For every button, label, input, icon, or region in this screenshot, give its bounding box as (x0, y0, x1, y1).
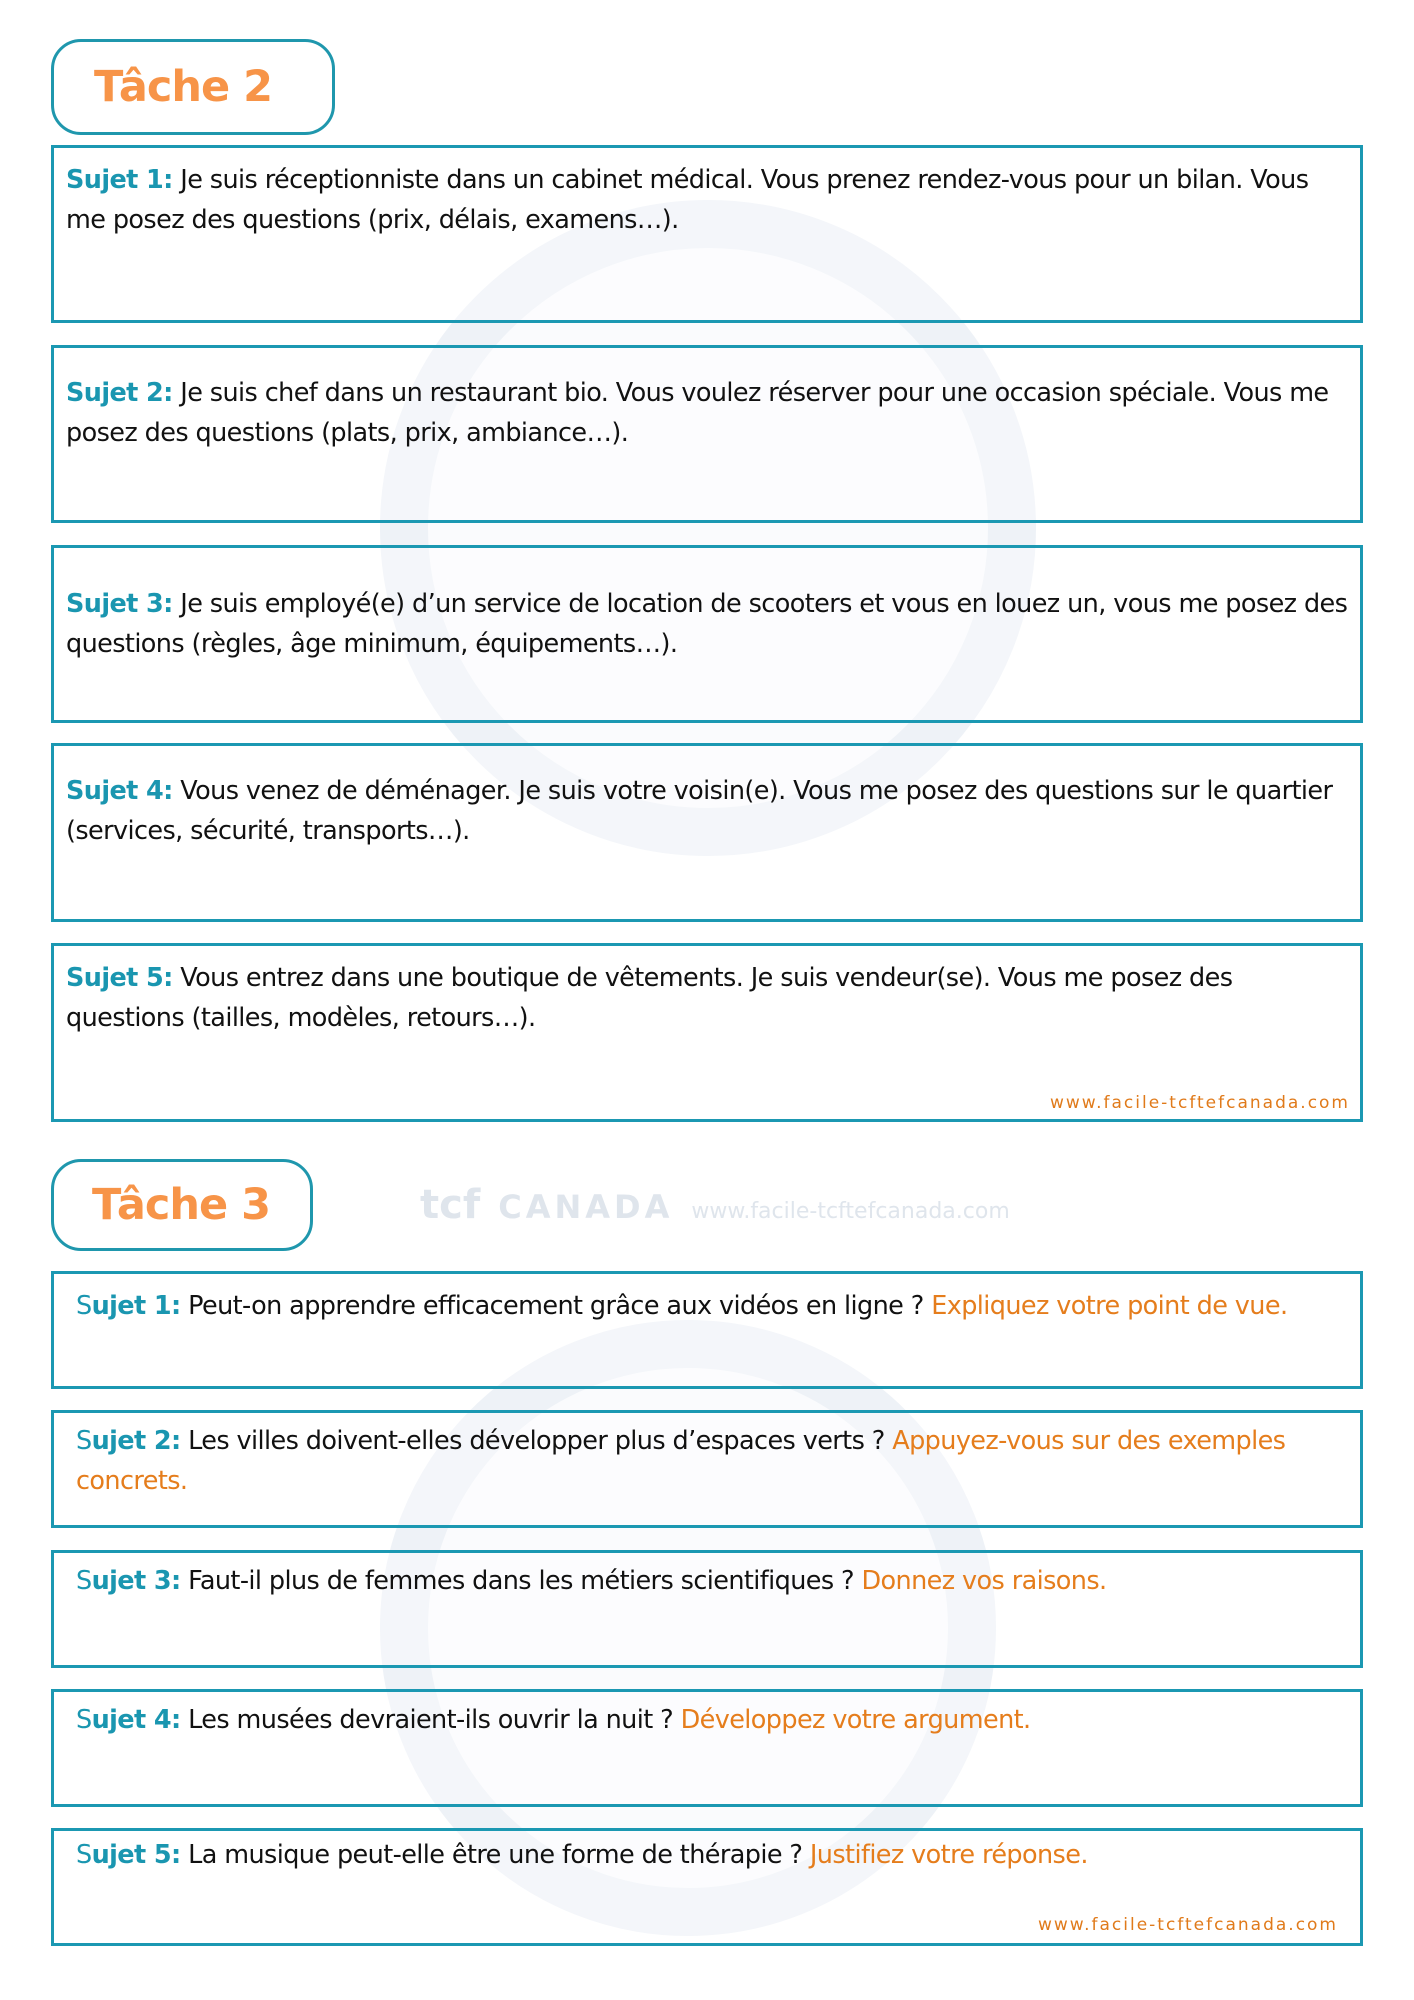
sujet-label: Sujet 1: (66, 165, 173, 195)
tache3-title: Tâche 3 (92, 1180, 271, 1230)
sujet-body: Je suis chef dans un restaurant bio. Vous voulez réserver pour une occasion spéciale. Vous me posez des questions (plats, prix, ambiance…). (66, 378, 1329, 448)
site-url-link[interactable]: www.facile-tcftefcanada.com (1049, 1093, 1350, 1113)
sujet-text (66, 584, 1348, 664)
tache2-title: Tâche 2 (94, 62, 273, 112)
sujet-label-initial: S (76, 1566, 92, 1596)
tache3-sujet-1 (51, 1271, 1363, 1389)
sujet-instruction: Expliquez votre point de vue. (931, 1291, 1288, 1321)
tache3-sujet-2 (51, 1410, 1363, 1528)
tache2-sujet-5 (51, 943, 1363, 1122)
sujet-question: Peut-on apprendre efficacement grâce aux vidéos en ligne ? (188, 1291, 924, 1321)
watermark-text-strip (420, 1183, 1010, 1234)
watermark-logo-text: tcf (420, 1182, 481, 1228)
sujet-label-initial: S (76, 1840, 92, 1870)
sujet-text (76, 1286, 1348, 1326)
sujet-label: ujet 5: (91, 1840, 181, 1870)
sujet-question: Faut-il plus de femmes dans les métiers scientifiques ? (188, 1566, 854, 1596)
sujet-text (76, 1561, 1348, 1601)
sujet-label: ujet 2: (91, 1426, 181, 1456)
tache2-sujet-2 (51, 345, 1363, 523)
sujet-label: Sujet 4: (66, 776, 173, 806)
sujet-instruction: Développez votre argument. (680, 1705, 1031, 1735)
sujet-body: Je suis employé(e) d’un service de location de scooters et vous en louez un, vous me posez des questions (règles, âge minimum, équipements…). (66, 589, 1348, 659)
sujet-body: Vous entrez dans une boutique de vêtements. Je suis vendeur(se). Vous me posez des questions (tailles, modèles, retours…). (66, 963, 1233, 1033)
tache3-sujet-3 (51, 1550, 1363, 1668)
sujet-text (66, 958, 1348, 1038)
sujet-question: Les villes doivent-elles développer plus d’espaces verts ? (188, 1426, 885, 1456)
sujet-label-initial: S (76, 1705, 92, 1735)
sujet-body: Vous venez de déménager. Je suis votre voisin(e). Vous me posez des questions sur le quartier (services, sécurité, transports…). (66, 776, 1333, 846)
watermark-url-text: www.facile-tcftefcanada.com (691, 1199, 1010, 1224)
sujet-label: ujet 3: (91, 1566, 181, 1596)
sujet-text (76, 1835, 1348, 1875)
tache2-badge (51, 39, 335, 135)
sujet-label-initial: S (76, 1291, 92, 1321)
sujet-body: Je suis réceptionniste dans un cabinet médical. Vous prenez rendez-vous pour un bilan. Vous me posez des questions (prix, délais, examens…). (66, 165, 1309, 235)
sujet-text (66, 373, 1348, 453)
sujet-question: Les musées devraient-ils ouvrir la nuit ? (188, 1705, 674, 1735)
tache2-sujet-3 (51, 545, 1363, 723)
sujet-text (66, 771, 1348, 851)
sujet-label-initial: S (76, 1426, 92, 1456)
sujet-text (76, 1700, 1348, 1740)
sujet-label: Sujet 2: (66, 378, 173, 408)
sujet-label: ujet 4: (91, 1705, 181, 1735)
sujet-instruction: Donnez vos raisons. (861, 1566, 1107, 1596)
sujet-label: ujet 1: (91, 1291, 181, 1321)
sujet-instruction: Appuyez-vous sur des exemples concrets. (76, 1426, 1286, 1496)
tache2-sujet-4 (51, 743, 1363, 922)
tache3-sujet-5 (51, 1828, 1363, 1946)
site-url-link[interactable]: www.facile-tcftefcanada.com (1037, 1915, 1338, 1935)
sujet-text (66, 160, 1348, 240)
tache2-sujet-1 (51, 145, 1363, 323)
watermark-country-text: CANADA (498, 1188, 674, 1226)
sujet-label: Sujet 3: (66, 589, 173, 619)
sujet-text (76, 1421, 1348, 1501)
tache3-badge (51, 1159, 313, 1251)
sujet-label: Sujet 5: (66, 963, 173, 993)
sujet-instruction: Justifiez votre réponse. (809, 1840, 1088, 1870)
tache3-sujet-4 (51, 1689, 1363, 1807)
sujet-question: La musique peut-elle être une forme de thérapie ? (188, 1840, 803, 1870)
